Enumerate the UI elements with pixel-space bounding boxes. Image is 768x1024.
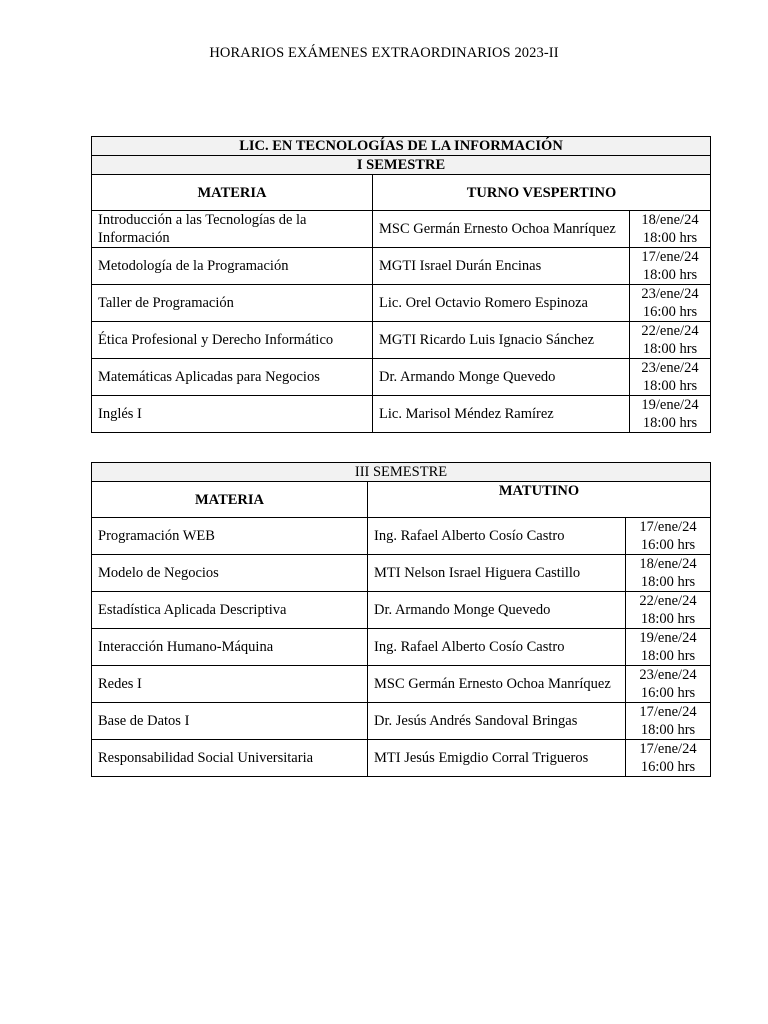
column-header-subject: MATERIA	[92, 482, 368, 518]
subject-cell: Redes I	[92, 666, 368, 703]
table-row	[92, 666, 711, 703]
exam-datetime-cell	[626, 592, 711, 629]
teacher-cell: Dr. Jesús Andrés Sandoval Bringas	[368, 703, 626, 740]
exam-time: 16:00 hrs	[640, 685, 696, 701]
exam-datetime-cell	[630, 359, 711, 396]
table-row	[92, 285, 711, 322]
exam-time: 16:00 hrs	[640, 537, 696, 553]
table-row	[92, 629, 711, 666]
semester-title: I SEMESTRE	[92, 156, 711, 175]
schedule-table-iii-semestre	[91, 462, 711, 777]
table-row	[92, 740, 711, 777]
exam-date: 22/ene/24	[641, 323, 699, 339]
exam-datetime-cell	[626, 703, 711, 740]
teacher-cell: MTI Jesús Emigdio Corral Trigueros	[368, 740, 626, 777]
table-row	[92, 396, 711, 433]
exam-time: 18:00 hrs	[642, 341, 698, 357]
exam-datetime-cell	[626, 629, 711, 666]
exam-time: 16:00 hrs	[640, 759, 696, 775]
exam-date: 22/ene/24	[639, 593, 697, 609]
exam-time: 18:00 hrs	[642, 267, 698, 283]
exam-datetime-cell	[626, 518, 711, 555]
teacher-cell: MSC Germán Ernesto Ochoa Manríquez	[373, 211, 630, 248]
table-row	[92, 518, 711, 555]
exam-datetime-cell	[630, 322, 711, 359]
exam-date: 18/ene/24	[639, 556, 697, 572]
table-row	[92, 592, 711, 629]
subject-cell: Metodología de la Programación	[92, 248, 373, 285]
program-title: LIC. EN TECNOLOGÍAS DE LA INFORMACIÓN	[92, 137, 711, 156]
table-row	[92, 248, 711, 285]
exam-date: 19/ene/24	[641, 397, 699, 413]
subject-cell: Base de Datos I	[92, 703, 368, 740]
table-row	[92, 322, 711, 359]
exam-date: 19/ene/24	[639, 630, 697, 646]
column-header-subject: MATERIA	[92, 175, 373, 211]
subject-cell: Introducción a las Tecnologías de la Información	[92, 211, 373, 248]
teacher-cell: MGTI Ricardo Luis Ignacio Sánchez	[373, 322, 630, 359]
exam-datetime-cell	[626, 666, 711, 703]
subject-cell: Responsabilidad Social Universitaria	[92, 740, 368, 777]
exam-time: 18:00 hrs	[642, 378, 698, 394]
exam-datetime-cell	[630, 396, 711, 433]
teacher-cell: MSC Germán Ernesto Ochoa Manríquez	[368, 666, 626, 703]
exam-date: 17/ene/24	[639, 704, 697, 720]
teacher-cell: MGTI Israel Durán Encinas	[373, 248, 630, 285]
exam-time: 16:00 hrs	[642, 304, 698, 320]
subject-cell: Interacción Humano-Máquina	[92, 629, 368, 666]
subject-cell: Programación WEB	[92, 518, 368, 555]
subject-cell: Taller de Programación	[92, 285, 373, 322]
teacher-cell: MTI Nelson Israel Higuera Castillo	[368, 555, 626, 592]
subject-cell: Estadística Aplicada Descriptiva	[92, 592, 368, 629]
exam-date: 23/ene/24	[641, 286, 699, 302]
subject-cell: Matemáticas Aplicadas para Negocios	[92, 359, 373, 396]
exam-time: 18:00 hrs	[640, 722, 696, 738]
teacher-cell: Ing. Rafael Alberto Cosío Castro	[368, 518, 626, 555]
table-row	[92, 703, 711, 740]
semester-title: III SEMESTRE	[92, 463, 711, 482]
table-row	[92, 211, 711, 248]
exam-datetime-cell	[630, 211, 711, 248]
exam-date: 17/ene/24	[639, 519, 697, 535]
exam-date: 18/ene/24	[641, 212, 699, 228]
exam-date: 17/ene/24	[641, 249, 699, 265]
subject-cell: Inglés I	[92, 396, 373, 433]
schedule-table-i-semestre	[91, 136, 711, 433]
exam-datetime-cell	[626, 740, 711, 777]
exam-time: 18:00 hrs	[642, 230, 698, 246]
page-title: HORARIOS EXÁMENES EXTRAORDINARIOS 2023-II	[209, 45, 559, 61]
teacher-cell: Lic. Orel Octavio Romero Espinoza	[373, 285, 630, 322]
column-header-shift: TURNO VESPERTINO	[373, 175, 711, 211]
exam-date: 17/ene/24	[639, 741, 697, 757]
exam-date: 23/ene/24	[641, 360, 699, 376]
column-header-shift: MATUTINO	[368, 482, 711, 518]
teacher-cell: Lic. Marisol Méndez Ramírez	[373, 396, 630, 433]
teacher-cell: Dr. Armando Monge Quevedo	[368, 592, 626, 629]
subject-cell: Ética Profesional y Derecho Informático	[92, 322, 373, 359]
exam-datetime-cell	[630, 248, 711, 285]
teacher-cell: Dr. Armando Monge Quevedo	[373, 359, 630, 396]
exam-date: 23/ene/24	[639, 667, 697, 683]
table-row	[92, 555, 711, 592]
subject-cell: Modelo de Negocios	[92, 555, 368, 592]
exam-time: 18:00 hrs	[640, 611, 696, 627]
exam-time: 18:00 hrs	[642, 415, 698, 431]
table-row	[92, 359, 711, 396]
teacher-cell: Ing. Rafael Alberto Cosío Castro	[368, 629, 626, 666]
exam-time: 18:00 hrs	[640, 648, 696, 664]
exam-datetime-cell	[626, 555, 711, 592]
exam-datetime-cell	[630, 285, 711, 322]
exam-time: 18:00 hrs	[640, 574, 696, 590]
